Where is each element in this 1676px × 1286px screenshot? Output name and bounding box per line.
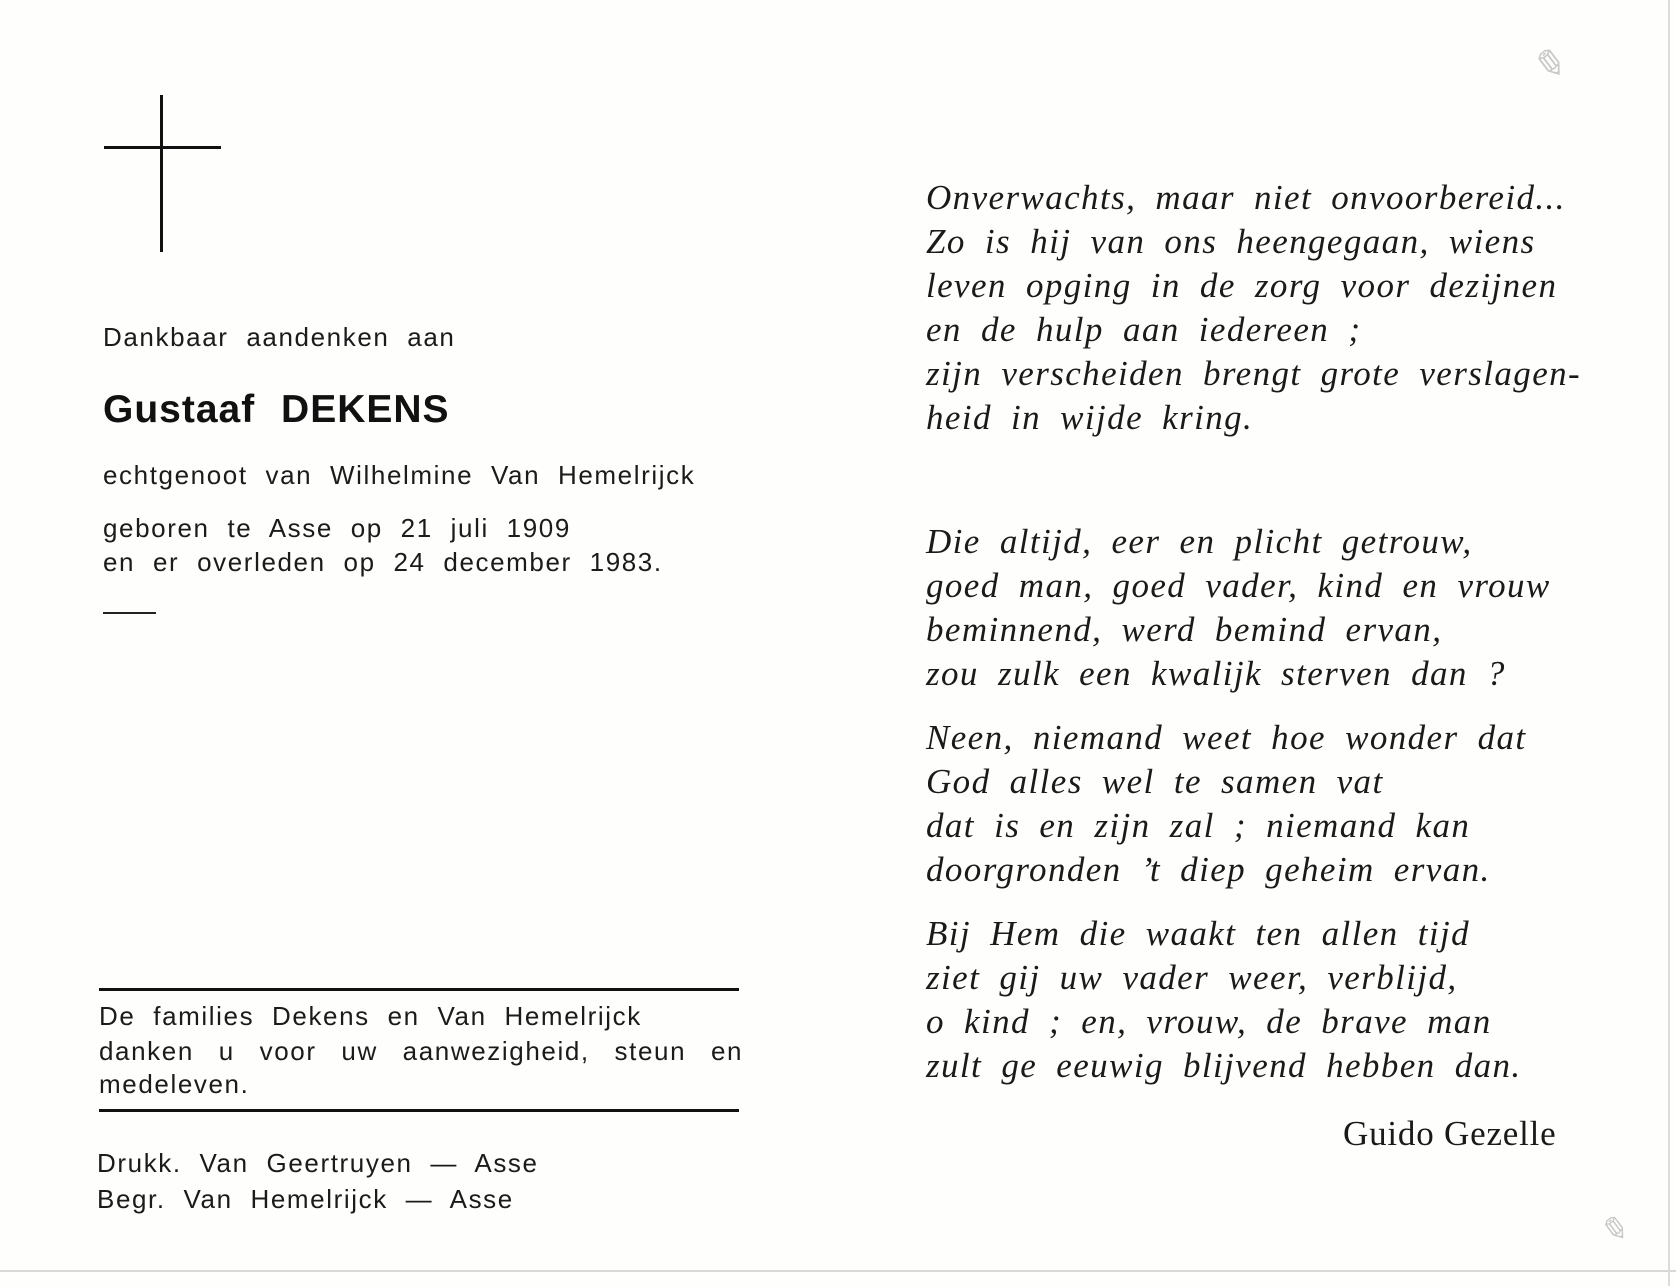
pencil-mark: ✎ [1598,1210,1627,1250]
poem-line: zult ge eeuwig blijvend hebben dan. [926,1046,1522,1085]
poem-line: zijn verscheiden brengt grote verslagen- [926,354,1582,393]
poem-line: heid in wijde kring. [926,398,1254,437]
thanks-bottom-rule [99,1109,739,1112]
undertaker-credit: Begr. Van Hemelrijck — Asse [97,1184,514,1214]
cross-horizontal-bar [104,146,221,149]
poem-line: dat is en zijn zal ; niemand kan [926,806,1471,845]
spouse-text: echtgenoot van Wilhelmine Van Hemelrijck [103,460,696,490]
card-bottom-edge [0,1270,1676,1272]
poem-author: Guido Gezelle [1343,1114,1557,1153]
poem-line: en de hulp aan iedereen ; [926,310,1362,349]
thanks-line-3: medeleven. [99,1069,250,1099]
poem-line: leven opging in de zorg voor dezijnen [926,266,1558,305]
short-divider [103,612,156,614]
dedication-text: Dankbaar aandenken aan [103,322,456,352]
deceased-name: Gustaaf DEKENS [103,388,450,431]
poem-line: Zo is hij van ons heengegaan, wiens [926,222,1536,261]
poem-line: Onverwachts, maar niet onvoorbereid... [926,178,1566,217]
poem-line: doorgronden ’t diep geheim ervan. [926,850,1491,889]
poem-line: Bij Hem die waakt ten allen tijd [926,914,1470,953]
cross-vertical-bar [160,95,163,252]
poem-line: goed man, goed vader, kind en vrouw [926,566,1551,605]
thanks-line-1: De families Dekens en Van Hemelrijck [99,1001,642,1031]
poem-line: Neen, niemand weet hoe wonder dat [926,718,1527,757]
birth-text: geboren te Asse op 21 juli 1909 [103,513,571,543]
poem-line: ziet gij uw vader weer, verblijd, [926,958,1458,997]
pencil-mark: ✎ [1530,42,1564,88]
card-right-edge [1668,0,1670,1286]
death-text: en er overleden op 24 december 1983. [103,547,663,577]
poem-line: zou zulk een kwalijk sterven dan ? [926,654,1506,693]
printer-credit: Drukk. Van Geertruyen — Asse [97,1148,539,1178]
poem-line: o kind ; en, vrouw, de brave man [926,1002,1492,1041]
poem-line: God alles wel te samen vat [926,762,1384,801]
thanks-line-2: danken u voor uw aanwezigheid, steun en [99,1036,744,1066]
poem-line: beminnend, werd bemind ervan, [926,610,1443,649]
poem-line: Die altijd, eer en plicht getrouw, [926,522,1473,561]
thanks-top-rule [99,988,739,991]
